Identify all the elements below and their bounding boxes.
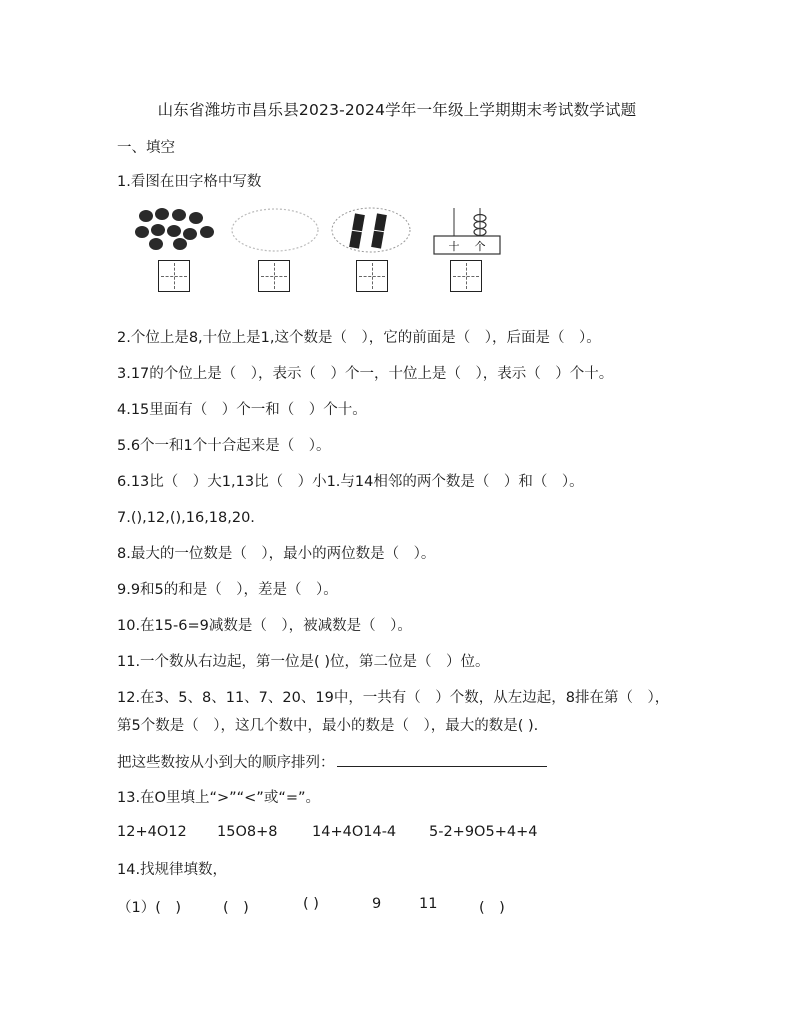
q14-items-row: [117, 896, 717, 916]
q14-item-5: 11: [419, 896, 438, 912]
question-2: 2.个位上是8,十位上是1,这个数是（ ），它的前面是（ ），后面是（ ）。: [117, 330, 601, 346]
question-3: 3.17的个位上是（ ），表示（ ）个一，十位上是（ ），表示（ ）个十。: [117, 366, 614, 382]
question-9: 9.9和5的和是（ ），差是（ ）。: [117, 582, 338, 598]
question-10: 10.在15-6=9减数是（ ），被减数是（ ）。: [117, 618, 412, 634]
question-12-line-3-text: 把这些数按从小到大的顺序排列：: [117, 755, 335, 771]
question-13: 13.在O里填上“>”“<”或“=”。: [117, 790, 320, 806]
tianzige-box-3[interactable]: [356, 260, 388, 292]
q13-item-2: 15O8+8: [217, 824, 278, 840]
section-heading: 一、填空: [117, 140, 175, 156]
q1-picture-row: [134, 206, 486, 298]
q14-item-2: ( ): [223, 900, 249, 916]
abacus-image: [432, 206, 502, 256]
question-12-line-2: 第5个数是（ ），这几个数中，最小的数是（ ），最大的数是( ).: [117, 718, 539, 734]
abacus-ten-label: 十: [448, 240, 460, 253]
q14-item-1: （1）( ): [117, 900, 182, 916]
q14-item-4: 9: [372, 896, 382, 912]
question-7: 7.(),12,(),16,18,20.: [117, 510, 255, 526]
q13-item-3: 14+4O14-4: [312, 824, 397, 840]
page-title: 山东省潍坊市昌乐县2023-2024学年一年级上学期期末考试数学试题: [157, 101, 637, 119]
tianzige-box-4[interactable]: [450, 260, 482, 292]
question-12-line-3: [117, 752, 547, 773]
question-5: 5.6个一和1个十合起来是（ ）。: [117, 438, 331, 454]
q13-item-4: 5-2+9O5+4+4: [429, 824, 538, 840]
question-6: 6.13比（ ）大1,13比（ ）小1.与14相邻的两个数是（ ）和（ ）。: [117, 474, 584, 490]
tianzige-box-2[interactable]: [258, 260, 290, 292]
objects-cluster-image: [134, 206, 216, 252]
question-1: 1.看图在田字格中写数: [117, 174, 262, 190]
stick-bundles-image: [330, 206, 412, 254]
answer-blank-line[interactable]: [337, 752, 547, 767]
question-11: 11.一个数从右边起，第一位是( )位，第二位是（ ）位。: [117, 654, 490, 670]
q13-item-1: 12+4O12: [117, 824, 187, 840]
tianzige-box-1[interactable]: [158, 260, 190, 292]
q13-items-row: [117, 824, 717, 844]
question-14: 14.找规律填数，: [117, 862, 228, 878]
abacus-one-label: 个: [474, 240, 486, 253]
q14-item-3: ( ): [303, 896, 319, 912]
question-12-line-1: 12.在3、5、8、11、7、20、19中，一共有（ ）个数，从左边起，8排在第（ ），: [117, 690, 670, 706]
q14-item-6: ( ): [479, 900, 505, 916]
question-8: 8.最大的一位数是（ ），最小的两位数是（ ）。: [117, 546, 436, 562]
question-4: 4.15里面有（ ）个一和（ ）个十。: [117, 402, 367, 418]
empty-oval-image: [230, 206, 320, 254]
